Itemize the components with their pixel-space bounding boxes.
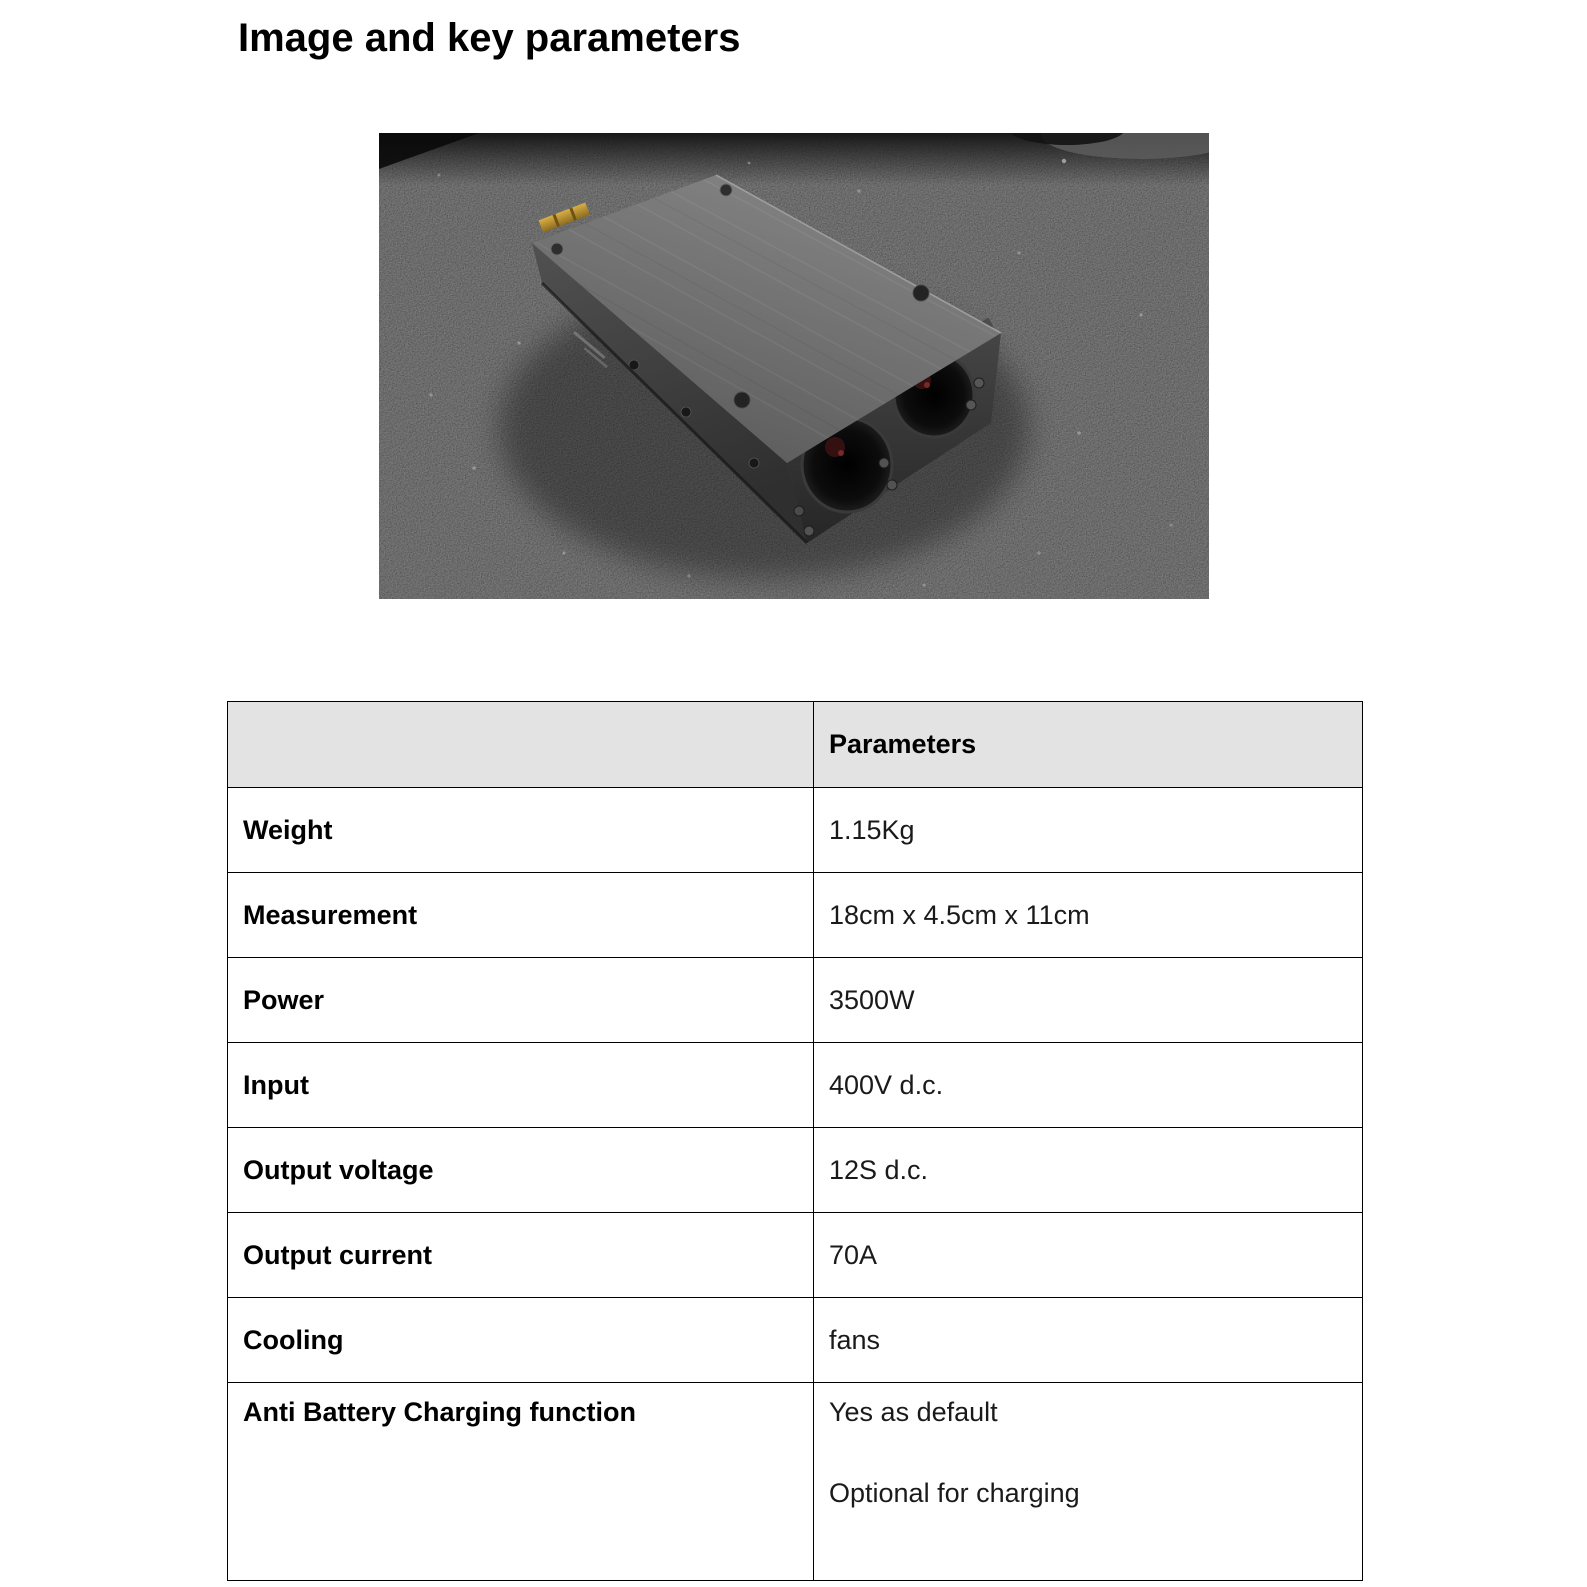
- row-value: [814, 1383, 1363, 1581]
- row-weight: [228, 788, 1363, 873]
- row-value: 400V d.c.: [814, 1043, 1363, 1128]
- device-photo-svg: [379, 133, 1209, 599]
- row-anti-battery-charging: [228, 1383, 1363, 1581]
- row-value: 1.15Kg: [814, 788, 1363, 873]
- row-value: 70A: [814, 1213, 1363, 1298]
- page-title: Image and key parameters: [238, 16, 741, 60]
- row-output-current: [228, 1213, 1363, 1298]
- table-header-row: [228, 702, 1363, 788]
- row-value-line-2: Optional for charging: [829, 1478, 1080, 1508]
- header-cell-empty: [228, 702, 814, 788]
- device-photo: [379, 133, 1209, 599]
- row-input: [228, 1043, 1363, 1128]
- parameters-table: [227, 701, 1363, 1581]
- row-label: Measurement: [228, 873, 814, 958]
- row-power: [228, 958, 1363, 1043]
- row-label: Power: [228, 958, 814, 1043]
- row-value: 12S d.c.: [814, 1128, 1363, 1213]
- row-label: Cooling: [228, 1298, 814, 1383]
- row-value: 18cm x 4.5cm x 11cm: [814, 873, 1363, 958]
- row-label: Output current: [228, 1213, 814, 1298]
- row-cooling: [228, 1298, 1363, 1383]
- row-value-line-1: Yes as default: [829, 1397, 998, 1427]
- row-label: Input: [228, 1043, 814, 1128]
- row-output-voltage: [228, 1128, 1363, 1213]
- row-label: Weight: [228, 788, 814, 873]
- header-cell-parameters: Parameters: [814, 702, 1363, 788]
- row-label: Anti Battery Charging function: [228, 1383, 814, 1581]
- row-label: Output voltage: [228, 1128, 814, 1213]
- row-measurement: [228, 873, 1363, 958]
- row-value: fans: [814, 1298, 1363, 1383]
- row-value: 3500W: [814, 958, 1363, 1043]
